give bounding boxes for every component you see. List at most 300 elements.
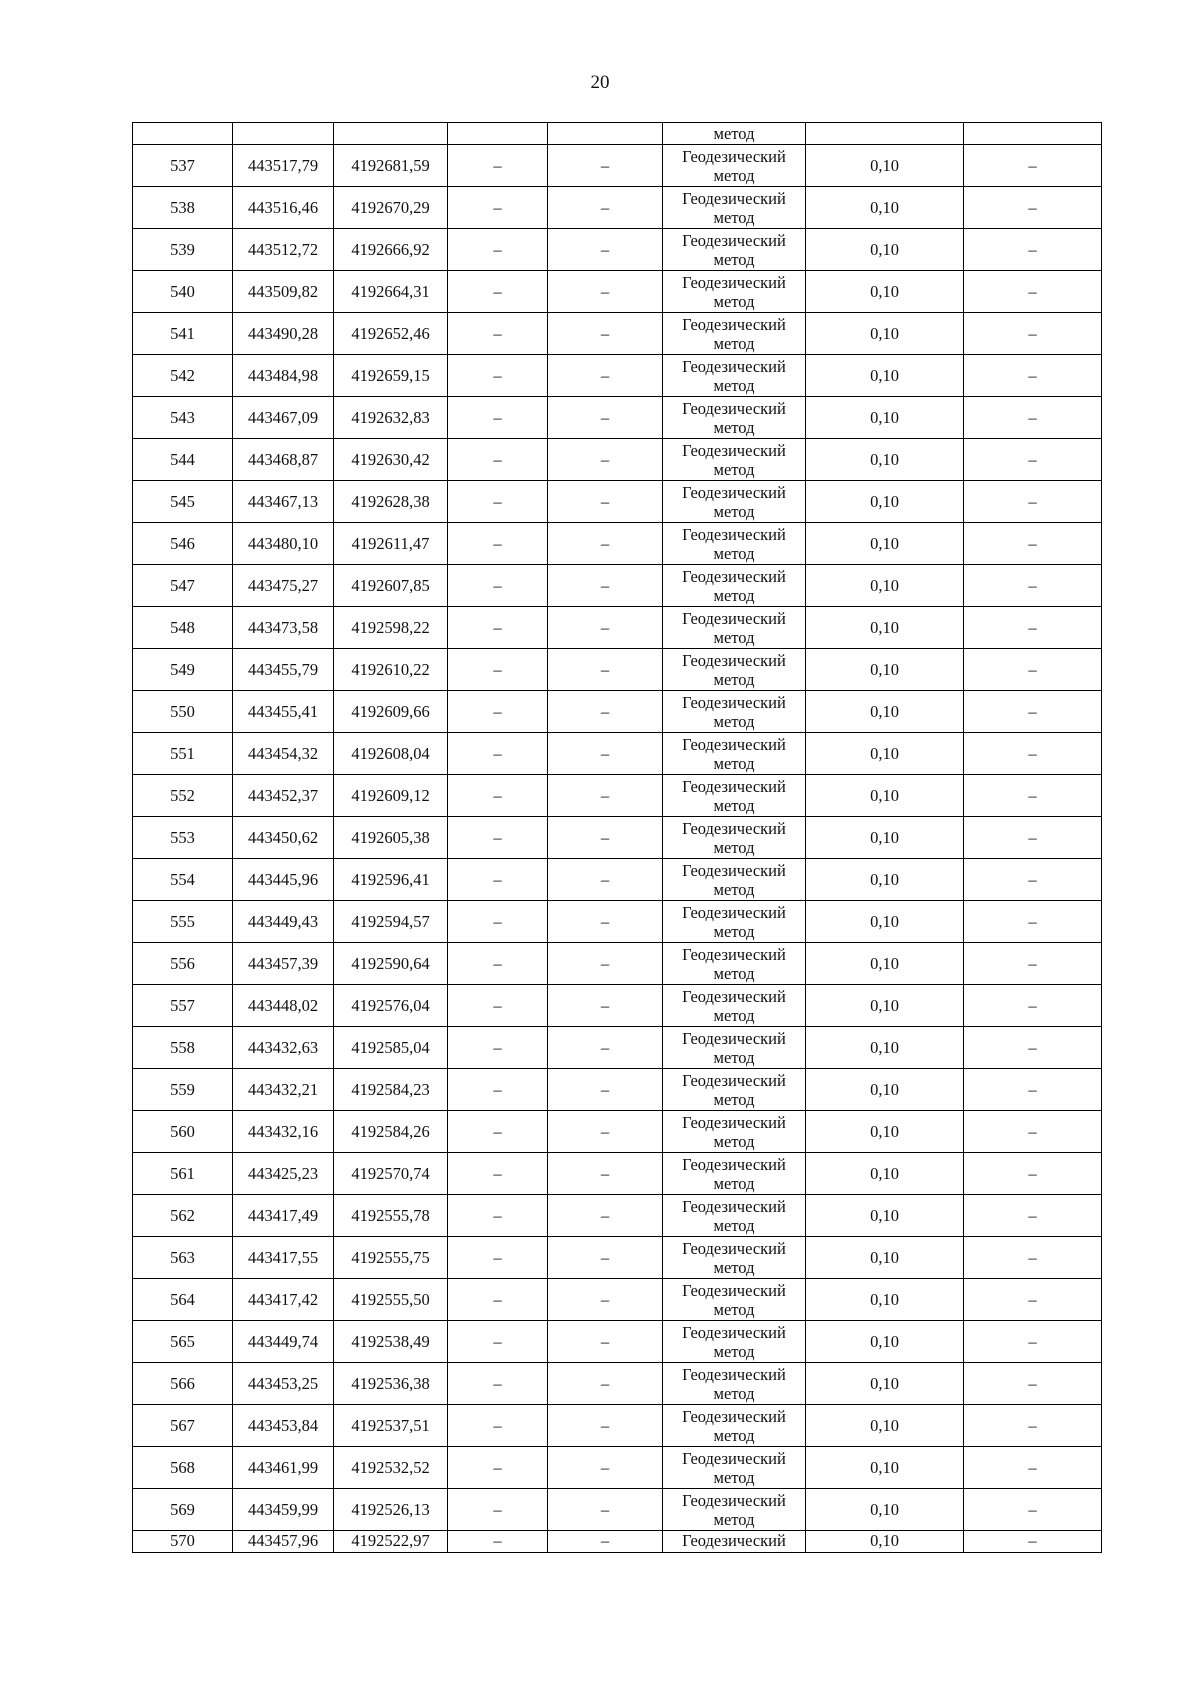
method-line-1: Геодезический: [682, 734, 786, 754]
point-number-cell: 544: [133, 439, 233, 481]
method-cell: [663, 985, 806, 1027]
method-line-1: Геодезический: [682, 608, 786, 628]
x-coordinate-cell: 443467,09: [233, 397, 334, 439]
dash-cell: –: [548, 1111, 663, 1153]
dash-cell: –: [548, 271, 663, 313]
dash-cell: –: [964, 1027, 1102, 1069]
table-row: [133, 439, 1102, 481]
precision-cell: 0,10: [806, 1027, 964, 1069]
method-cell: [663, 1447, 806, 1489]
precision-cell: 0,10: [806, 1237, 964, 1279]
method-line-2: метод: [713, 753, 755, 773]
method-line-1: Геодезический: [682, 692, 786, 712]
method-cell: [663, 775, 806, 817]
method-cell: [663, 1111, 806, 1153]
method-cell: [663, 313, 806, 355]
y-coordinate-cell: 4192609,12: [334, 775, 448, 817]
table-row: [133, 1069, 1102, 1111]
method-line-2: метод: [713, 921, 755, 941]
x-coordinate-cell: 443517,79: [233, 145, 334, 187]
method-line-1: Геодезический: [682, 1112, 786, 1132]
table-row: [133, 817, 1102, 859]
dash-cell: –: [964, 187, 1102, 229]
x-coordinate-cell: 443457,96: [233, 1531, 334, 1553]
method-cell: [663, 817, 806, 859]
method-line-2: метод: [713, 417, 755, 437]
precision-cell: 0,10: [806, 1195, 964, 1237]
y-coordinate-cell: 4192585,04: [334, 1027, 448, 1069]
y-coordinate-cell: 4192666,92: [334, 229, 448, 271]
method-cell: метод: [663, 123, 806, 145]
dash-cell: –: [448, 439, 548, 481]
dash-cell: –: [448, 1027, 548, 1069]
precision-cell: 0,10: [806, 691, 964, 733]
precision-cell: 0,10: [806, 1069, 964, 1111]
x-coordinate-cell: 443473,58: [233, 607, 334, 649]
dash-cell: –: [548, 1321, 663, 1363]
method-line-1: Геодезический: [682, 1238, 786, 1258]
method-cell: [663, 187, 806, 229]
dash-cell: –: [448, 271, 548, 313]
method-cell: [663, 1489, 806, 1531]
y-coordinate-cell: 4192681,59: [334, 145, 448, 187]
table-cell: [806, 123, 964, 145]
point-number-cell: 539: [133, 229, 233, 271]
table-row: [133, 1195, 1102, 1237]
method-cell: [663, 271, 806, 313]
method-line-1: Геодезический: [682, 566, 786, 586]
table-cell: [548, 123, 663, 145]
point-number-cell: 552: [133, 775, 233, 817]
y-coordinate-cell: 4192598,22: [334, 607, 448, 649]
point-number-cell: 538: [133, 187, 233, 229]
x-coordinate-cell: 443457,39: [233, 943, 334, 985]
method-line-1: Геодезический: [682, 986, 786, 1006]
y-coordinate-cell: 4192608,04: [334, 733, 448, 775]
y-coordinate-cell: 4192590,64: [334, 943, 448, 985]
table-row: [133, 523, 1102, 565]
method-line-2: метод: [713, 291, 755, 311]
dash-cell: –: [964, 313, 1102, 355]
x-coordinate-cell: 443417,49: [233, 1195, 334, 1237]
x-coordinate-cell: 443490,28: [233, 313, 334, 355]
method-line-2: метод: [713, 627, 755, 647]
method-cell: [663, 565, 806, 607]
dash-cell: –: [548, 1195, 663, 1237]
dash-cell: –: [964, 985, 1102, 1027]
point-number-cell: 553: [133, 817, 233, 859]
x-coordinate-cell: 443461,99: [233, 1447, 334, 1489]
method-line-2: метод: [713, 1467, 755, 1487]
y-coordinate-cell: 4192630,42: [334, 439, 448, 481]
method-cell: [663, 1153, 806, 1195]
dash-cell: –: [548, 733, 663, 775]
dash-cell: –: [548, 1489, 663, 1531]
dash-cell: –: [964, 649, 1102, 691]
method-line-2: метод: [713, 1299, 755, 1319]
point-number-cell: 563: [133, 1237, 233, 1279]
method-cell: [663, 355, 806, 397]
dash-cell: –: [448, 1405, 548, 1447]
method-line-2: метод: [713, 1341, 755, 1361]
method-cell: [663, 1363, 806, 1405]
dash-cell: –: [548, 1237, 663, 1279]
method-cell: [663, 733, 806, 775]
dash-cell: –: [448, 607, 548, 649]
x-coordinate-cell: 443509,82: [233, 271, 334, 313]
dash-cell: –: [548, 1069, 663, 1111]
method-line-2: метод: [713, 1383, 755, 1403]
y-coordinate-cell: 4192555,50: [334, 1279, 448, 1321]
dash-cell: –: [548, 943, 663, 985]
table-row: [133, 1279, 1102, 1321]
dash-cell: –: [448, 901, 548, 943]
method-line-1: Геодезический: [682, 524, 786, 544]
point-number-cell: 548: [133, 607, 233, 649]
table-row: [133, 481, 1102, 523]
dash-cell: –: [548, 523, 663, 565]
x-coordinate-cell: 443516,46: [233, 187, 334, 229]
table-cell: [233, 123, 334, 145]
table-row: [133, 1027, 1102, 1069]
y-coordinate-cell: 4192522,97: [334, 1531, 448, 1553]
method-line-1: Геодезический: [682, 1406, 786, 1426]
precision-cell: 0,10: [806, 355, 964, 397]
x-coordinate-cell: 443480,10: [233, 523, 334, 565]
method-line-1: Геодезический: [682, 1364, 786, 1384]
dash-cell: –: [448, 1069, 548, 1111]
method-line-1: Геодезический: [682, 776, 786, 796]
method-cell: [663, 859, 806, 901]
method-line-1: Геодезический: [682, 650, 786, 670]
dash-cell: –: [548, 439, 663, 481]
point-number-cell: 550: [133, 691, 233, 733]
precision-cell: 0,10: [806, 1111, 964, 1153]
method-line-1: Геодезический: [682, 188, 786, 208]
table-row: [133, 229, 1102, 271]
table-row: [133, 1237, 1102, 1279]
method-line-2: метод: [713, 333, 755, 353]
method-line-2: метод: [713, 1005, 755, 1025]
x-coordinate-cell: 443449,43: [233, 901, 334, 943]
precision-cell: 0,10: [806, 1489, 964, 1531]
method-line-1: Геодезический: [682, 860, 786, 880]
y-coordinate-cell: 4192611,47: [334, 523, 448, 565]
method-line-1: Геодезический: [682, 1070, 786, 1090]
y-coordinate-cell: 4192538,49: [334, 1321, 448, 1363]
table-row: [133, 649, 1102, 691]
dash-cell: –: [448, 187, 548, 229]
method-cell: [663, 607, 806, 649]
precision-cell: 0,10: [806, 985, 964, 1027]
table-row: [133, 187, 1102, 229]
dash-cell: –: [964, 859, 1102, 901]
dash-cell: –: [964, 1363, 1102, 1405]
method-line-2: метод: [713, 585, 755, 605]
method-line-2: метод: [713, 207, 755, 227]
precision-cell: 0,10: [806, 1447, 964, 1489]
dash-cell: –: [448, 1447, 548, 1489]
method-line-2: метод: [713, 375, 755, 395]
point-number-cell: 561: [133, 1153, 233, 1195]
dash-cell: –: [448, 1363, 548, 1405]
dash-cell: –: [964, 1279, 1102, 1321]
table-cell: [334, 123, 448, 145]
precision-cell: 0,10: [806, 859, 964, 901]
x-coordinate-cell: 443454,32: [233, 733, 334, 775]
dash-cell: –: [964, 1195, 1102, 1237]
method-line-1: Геодезический: [682, 1448, 786, 1468]
method-cell: [663, 649, 806, 691]
table-row: [133, 1447, 1102, 1489]
method-cell: [663, 1279, 806, 1321]
dash-cell: –: [964, 229, 1102, 271]
table-row: [133, 733, 1102, 775]
y-coordinate-cell: 4192628,38: [334, 481, 448, 523]
method-line-2: метод: [713, 1215, 755, 1235]
point-number-cell: 556: [133, 943, 233, 985]
y-coordinate-cell: 4192584,26: [334, 1111, 448, 1153]
precision-cell: 0,10: [806, 649, 964, 691]
dash-cell: –: [448, 1111, 548, 1153]
method-line-2: метод: [713, 1425, 755, 1445]
x-coordinate-cell: 443417,42: [233, 1279, 334, 1321]
precision-cell: 0,10: [806, 1279, 964, 1321]
method-line-1: Геодезический: [682, 272, 786, 292]
dash-cell: –: [548, 145, 663, 187]
dash-cell: –: [964, 691, 1102, 733]
point-number-cell: 562: [133, 1195, 233, 1237]
point-number-cell: 567: [133, 1405, 233, 1447]
dash-cell: –: [548, 481, 663, 523]
point-number-cell: 564: [133, 1279, 233, 1321]
dash-cell: –: [448, 985, 548, 1027]
dash-cell: –: [448, 1321, 548, 1363]
x-coordinate-cell: 443445,96: [233, 859, 334, 901]
precision-cell: 0,10: [806, 775, 964, 817]
point-number-cell: 559: [133, 1069, 233, 1111]
dash-cell: –: [964, 1321, 1102, 1363]
table-row: [133, 1405, 1102, 1447]
dash-cell: –: [964, 523, 1102, 565]
dash-cell: –: [448, 775, 548, 817]
method-line-1: Геодезический: [682, 1196, 786, 1216]
dash-cell: –: [964, 355, 1102, 397]
y-coordinate-cell: 4192632,83: [334, 397, 448, 439]
y-coordinate-cell: 4192659,15: [334, 355, 448, 397]
table-row-last: [133, 1531, 1102, 1553]
dash-cell: –: [448, 1531, 548, 1553]
method-line-1: Геодезический: [682, 398, 786, 418]
dash-cell: –: [964, 775, 1102, 817]
precision-cell: 0,10: [806, 523, 964, 565]
dash-cell: –: [964, 1237, 1102, 1279]
dash-cell: –: [548, 1447, 663, 1489]
x-coordinate-cell: 443453,84: [233, 1405, 334, 1447]
dash-cell: –: [448, 1153, 548, 1195]
method-line-1: Геодезический: [682, 230, 786, 250]
method-line-1: Геодезический: [682, 146, 786, 166]
y-coordinate-cell: 4192537,51: [334, 1405, 448, 1447]
y-coordinate-cell: 4192555,78: [334, 1195, 448, 1237]
y-coordinate-cell: 4192576,04: [334, 985, 448, 1027]
dash-cell: –: [964, 943, 1102, 985]
precision-cell: 0,10: [806, 565, 964, 607]
method-cell: Геодезический: [663, 1531, 806, 1553]
method-line-2: метод: [713, 1131, 755, 1151]
method-line-2: метод: [713, 1173, 755, 1193]
point-number-cell: 545: [133, 481, 233, 523]
dash-cell: –: [548, 1153, 663, 1195]
x-coordinate-cell: 443453,25: [233, 1363, 334, 1405]
x-coordinate-cell: 443432,16: [233, 1111, 334, 1153]
dash-cell: –: [964, 145, 1102, 187]
point-number-cell: 558: [133, 1027, 233, 1069]
x-coordinate-cell: 443448,02: [233, 985, 334, 1027]
dash-cell: –: [964, 901, 1102, 943]
precision-cell: 0,10: [806, 397, 964, 439]
table-cell: [133, 123, 233, 145]
method-line-2: метод: [713, 1047, 755, 1067]
point-number-cell: 551: [133, 733, 233, 775]
method-cell: [663, 397, 806, 439]
y-coordinate-cell: 4192536,38: [334, 1363, 448, 1405]
dash-cell: –: [548, 985, 663, 1027]
table-row-continuation: [133, 123, 1102, 145]
x-coordinate-cell: 443468,87: [233, 439, 334, 481]
method-line-1: Геодезический: [682, 1028, 786, 1048]
dash-cell: –: [548, 649, 663, 691]
table-row: [133, 1363, 1102, 1405]
point-number-cell: 540: [133, 271, 233, 313]
dash-cell: –: [964, 1447, 1102, 1489]
point-number-cell: 541: [133, 313, 233, 355]
dash-cell: –: [448, 1237, 548, 1279]
dash-cell: –: [548, 1363, 663, 1405]
dash-cell: –: [548, 901, 663, 943]
table-row: [133, 271, 1102, 313]
dash-cell: –: [548, 817, 663, 859]
method-line-1: Геодезический: [682, 1322, 786, 1342]
method-cell: [663, 691, 806, 733]
table-row: [133, 943, 1102, 985]
precision-cell: 0,10: [806, 229, 964, 271]
method-line-2: метод: [713, 669, 755, 689]
method-line-2: метод: [713, 963, 755, 983]
x-coordinate-cell: 443512,72: [233, 229, 334, 271]
method-line-1: Геодезический: [682, 1154, 786, 1174]
dash-cell: –: [448, 691, 548, 733]
table-row: [133, 607, 1102, 649]
precision-cell: 0,10: [806, 145, 964, 187]
table-row: [133, 1321, 1102, 1363]
method-line-2: метод: [713, 711, 755, 731]
point-number-cell: 560: [133, 1111, 233, 1153]
dash-cell: –: [448, 1279, 548, 1321]
y-coordinate-cell: 4192670,29: [334, 187, 448, 229]
table-row: [133, 397, 1102, 439]
dash-cell: –: [448, 859, 548, 901]
dash-cell: –: [548, 1027, 663, 1069]
x-coordinate-cell: 443459,99: [233, 1489, 334, 1531]
table-row: [133, 985, 1102, 1027]
method-cell: [663, 1237, 806, 1279]
y-coordinate-cell: 4192609,66: [334, 691, 448, 733]
dash-cell: –: [548, 565, 663, 607]
dash-cell: –: [548, 1405, 663, 1447]
dash-cell: –: [964, 565, 1102, 607]
dash-cell: –: [448, 817, 548, 859]
method-line-2: метод: [713, 1257, 755, 1277]
method-line-2: метод: [713, 165, 755, 185]
y-coordinate-cell: 4192526,13: [334, 1489, 448, 1531]
table-row: [133, 901, 1102, 943]
dash-cell: –: [448, 313, 548, 355]
dash-cell: –: [548, 1531, 663, 1553]
x-coordinate-cell: 443467,13: [233, 481, 334, 523]
y-coordinate-cell: 4192555,75: [334, 1237, 448, 1279]
dash-cell: –: [964, 817, 1102, 859]
method-cell: [663, 1195, 806, 1237]
point-number-cell: 568: [133, 1447, 233, 1489]
method-cell: [663, 229, 806, 271]
method-cell: [663, 1321, 806, 1363]
method-cell: [663, 1405, 806, 1447]
method-cell: [663, 523, 806, 565]
method-line-2: метод: [713, 543, 755, 563]
x-coordinate-cell: 443425,23: [233, 1153, 334, 1195]
dash-cell: –: [448, 229, 548, 271]
method-cell: [663, 943, 806, 985]
precision-cell: 0,10: [806, 313, 964, 355]
dash-cell: –: [548, 607, 663, 649]
method-line-1: Геодезический: [682, 314, 786, 334]
dash-cell: –: [448, 565, 548, 607]
precision-cell: 0,10: [806, 187, 964, 229]
method-cell: [663, 145, 806, 187]
x-coordinate-cell: 443417,55: [233, 1237, 334, 1279]
point-number-cell: 569: [133, 1489, 233, 1531]
dash-cell: –: [964, 397, 1102, 439]
dash-cell: –: [548, 691, 663, 733]
dash-cell: –: [964, 733, 1102, 775]
point-number-cell: 570: [133, 1531, 233, 1553]
point-number-cell: 557: [133, 985, 233, 1027]
precision-cell: 0,10: [806, 901, 964, 943]
method-line-2: метод: [713, 249, 755, 269]
dash-cell: –: [448, 523, 548, 565]
method-line-1: Геодезический: [682, 818, 786, 838]
dash-cell: –: [964, 1111, 1102, 1153]
y-coordinate-cell: 4192607,85: [334, 565, 448, 607]
point-number-cell: 546: [133, 523, 233, 565]
point-number-cell: 565: [133, 1321, 233, 1363]
method-line-2: метод: [713, 1509, 755, 1529]
precision-cell: 0,10: [806, 817, 964, 859]
dash-cell: –: [548, 859, 663, 901]
x-coordinate-cell: 443484,98: [233, 355, 334, 397]
dash-cell: –: [964, 1153, 1102, 1195]
table-row: [133, 691, 1102, 733]
x-coordinate-cell: 443449,74: [233, 1321, 334, 1363]
y-coordinate-cell: 4192570,74: [334, 1153, 448, 1195]
dash-cell: –: [548, 355, 663, 397]
method-cell: [663, 481, 806, 523]
precision-cell: 0,10: [806, 481, 964, 523]
dash-cell: –: [548, 229, 663, 271]
point-number-cell: 549: [133, 649, 233, 691]
x-coordinate-cell: 443455,79: [233, 649, 334, 691]
